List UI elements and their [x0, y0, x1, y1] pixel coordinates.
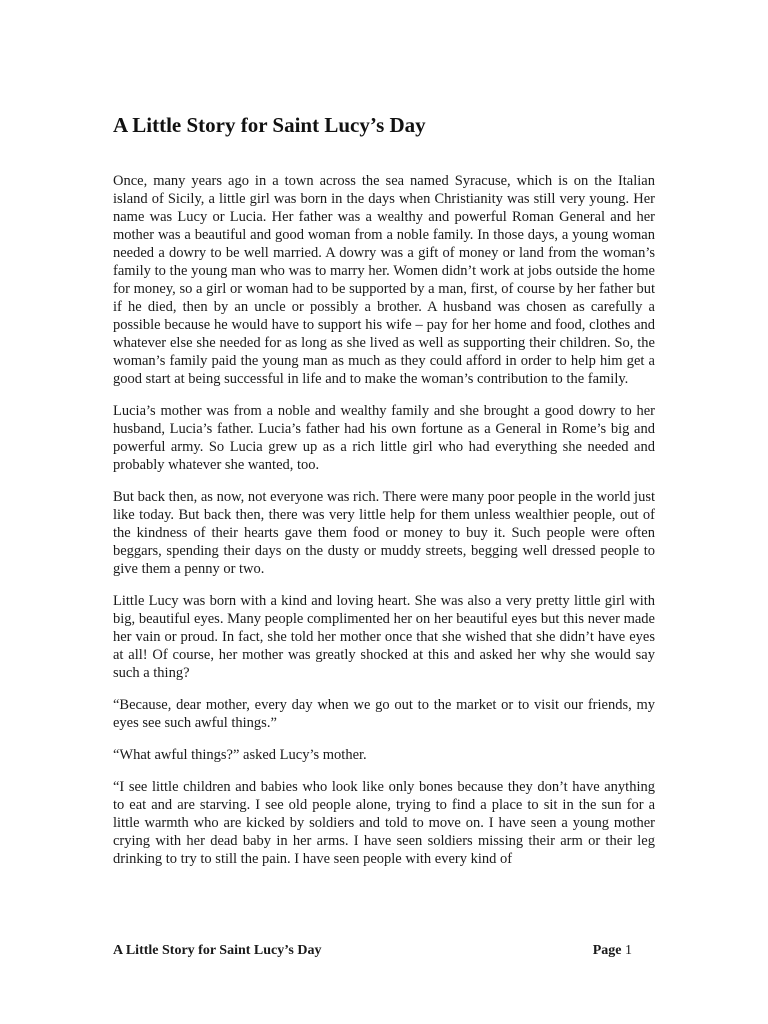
paragraph: “I see little children and babies who look like only bones because they don’t have anything to eat and are starving. I see old people alone, trying to find a place to sit in the sun for a little warmth who are kicked by soldiers and told to move on. I have seen a young mother crying with her dead baby in her arms. I have seen soldiers missing their arm or their leg drinking to try to still the pain. I have seen people with every kind of [113, 779, 655, 867]
page-number: 1 [625, 943, 632, 958]
page-label: Page [592, 943, 622, 958]
paragraph: Lucia’s mother was from a noble and wealthy family and she brought a good dowry to her husband, Lucia’s father. Lucia’s father had his own fortune as a General in Rome’s big and powerful army. So Lucia grew up as a rich little girl who had everything she needed and probably whatever she wanted, too. [113, 403, 655, 473]
paragraph: “What awful things?” asked Lucy’s mother. [113, 747, 367, 763]
paragraph: But back then, as now, not everyone was rich. There were many poor people in the world just like today. But back then, there was very little help for them unless wealthier people, out of the kindness of their hearts gave them food or money to buy it. Such people were often beggars, spending their days on the dusty or muddy streets, begging well dressed people to give them a penny or two. [113, 489, 655, 577]
page-footer [113, 943, 632, 959]
footer-title: A Little Story for Saint Lucy’s Day [113, 943, 322, 958]
document-title: A Little Story for Saint Lucy’s Day [113, 113, 426, 137]
paragraph: “Because, dear mother, every day when we go out to the market or to visit our friends, my eyes see such awful things.” [113, 697, 655, 731]
document-body [113, 172, 655, 882]
page-indicator [593, 943, 632, 959]
paragraph: Once, many years ago in a town across the sea named Syracuse, which is on the Italian island of Sicily, a little girl was born in the days when Christianity was still very young. Her name was Lucy or Lucia. Her father was a wealthy and powerful Roman General and her mother was a beautiful and good woman from a noble family. In those days, a young woman needed a dowry to be well married. A dowry was a gift of money or land from the woman’s family to the young man who was to marry her. Women didn’t work at jobs outside the home for money, so a girl or woman had to be supported by a man, first, of course by her father but if he died, then by an uncle or possibly a brother. A husband was chosen as carefully a possible because he would have to support his wife – pay for her home and food, clothes and whatever else she needed for as long as she lived as well as supporting their children. So, the woman’s family paid the young man as much as they could afford in order to help him get a good start at being successful in life and to make the woman’s contribution to the family. [113, 173, 655, 387]
paragraph: Little Lucy was born with a kind and loving heart. She was also a very pretty little girl with big, beautiful eyes. Many people complimented her on her beautiful eyes but this never made her vain or proud. In fact, she told her mother once that she wished that she didn’t have eyes at all! Of course, her mother was greatly shocked at this and asked her why she would say such a thing? [113, 593, 655, 681]
